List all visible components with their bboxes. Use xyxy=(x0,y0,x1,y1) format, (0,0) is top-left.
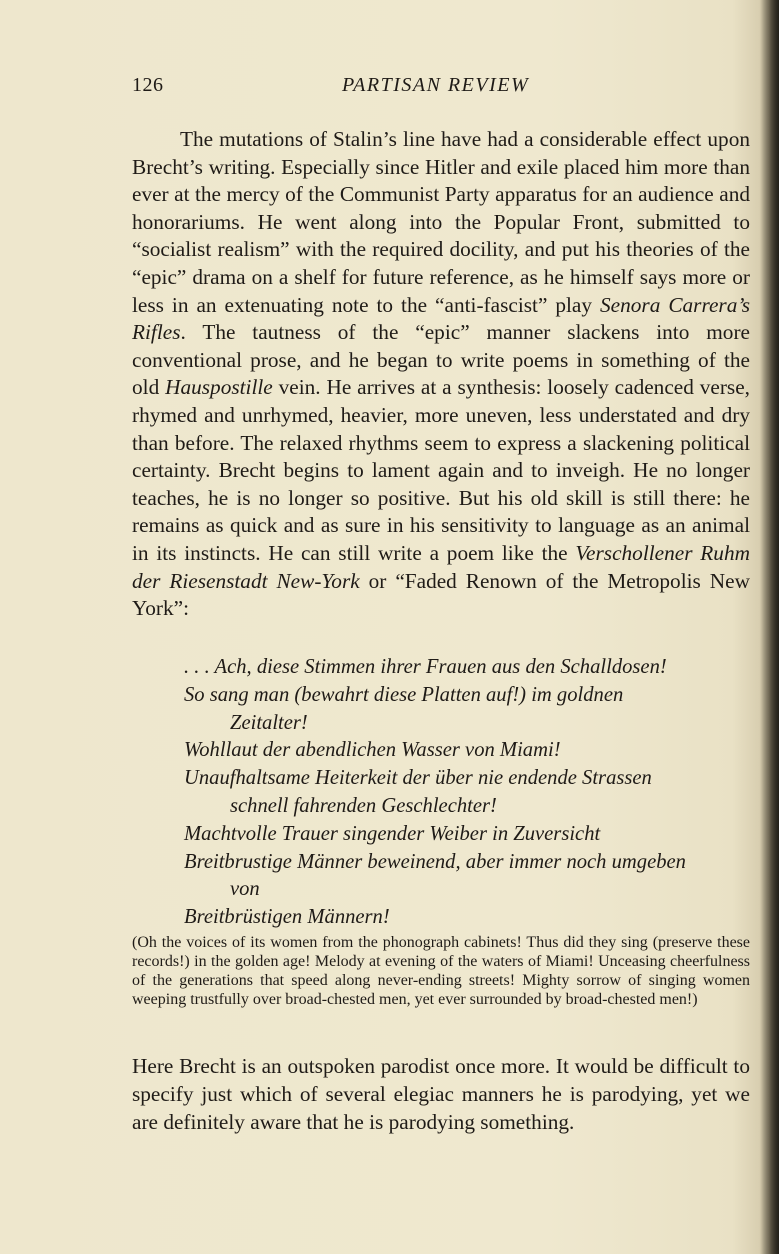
poem-line-continuation: Zeitalter! xyxy=(230,711,308,734)
book-spine-shadow xyxy=(761,0,779,1254)
paragraph-text xyxy=(132,126,750,623)
running-head: PARTISAN REVIEW xyxy=(342,74,530,96)
poem-translation: (Oh the voices of its women from the phonograph cabinets! Thus did they sing (preserve these records!) in the golden age! Melody at evening of the waters of Miami! Unceasing cheerfulness of the generations that speed along never-ending streets! Mighty sorrow of singing women weeping trustfully over broad-chested men, yet ever surrounded by broad-chested men!) xyxy=(132,934,750,1008)
poem-line: Unaufhaltsame Heiterkeit der über nie endende Strassen xyxy=(184,767,652,790)
paragraph-segment: vein. He arrives at a synthesis: loosely cadenced verse, rhymed and unrhymed, heavier, more uneven, less understated and dry than before. The relaxed rhythms seem to express a slackening political certainty. Brecht begins to lament again and to inveigh. He no longer teaches, he is no longer so positive. But his old skill is still there: he remains as quick and as sure in his sensitivity to language as an animal in its instincts. He can still write a poem like the xyxy=(132,375,750,565)
page-header xyxy=(132,74,752,104)
poem-line-continuation: von xyxy=(230,878,260,901)
poem-line: Breitbrustige Männer beweinend, aber immer noch umgeben xyxy=(184,850,686,873)
poem-line: So sang man (bewahrt diese Platten auf!) im goldnen xyxy=(184,683,624,706)
poem-line: Machtvolle Trauer singender Weiber in Zuversicht xyxy=(184,822,601,845)
play-title: Senora Carrera’s Rifles xyxy=(132,292,750,345)
poem-line: . . . Ach, diese Stimmen ihrer Frauen aus den Schalldosen! xyxy=(184,656,667,678)
page-number: 126 xyxy=(132,74,164,96)
paragraph-segment: The mutations of Stalin’s line have had a considerable effect upon Brecht’s writing. Especially since Hitler and exile placed him more than ever at the mercy of the Communist Party apparatus for an audience and honorariums. He went along into the Popular Front, submitted to “socialist realism” with the required docility, and put his theories of the “epic” drama on a shelf for future reference, as he himself says more or less in an extenuating note to the “anti-fascist” play xyxy=(132,127,750,317)
poem-line: Breitbrüstigen Männern! xyxy=(184,906,390,929)
paragraph-segment: . The tautness of the “epic” manner slackens into more conventional prose, and he began to write poems in something of the old xyxy=(132,320,750,400)
collection-title: Hauspostille xyxy=(165,375,273,400)
poem-line-continuation: schnell fahrenden Geschlechter! xyxy=(230,794,497,817)
poem-quotation xyxy=(184,654,764,932)
poem-line: Wohllaut der abendlichen Wasser von Miami! xyxy=(184,739,561,762)
closing-paragraph: Here Brecht is an outspoken parodist once more. It would be difficult to specify just which of several elegiac manners he is parodying, yet we are definitely aware that he is parodying something. xyxy=(132,1054,750,1134)
poem-title: Verschollener Ruhm der Riesenstadt New-York xyxy=(132,540,750,593)
paragraph-segment: or “Faded Renown of the Metropolis New York”: xyxy=(132,568,750,621)
main-paragraph xyxy=(132,126,750,623)
